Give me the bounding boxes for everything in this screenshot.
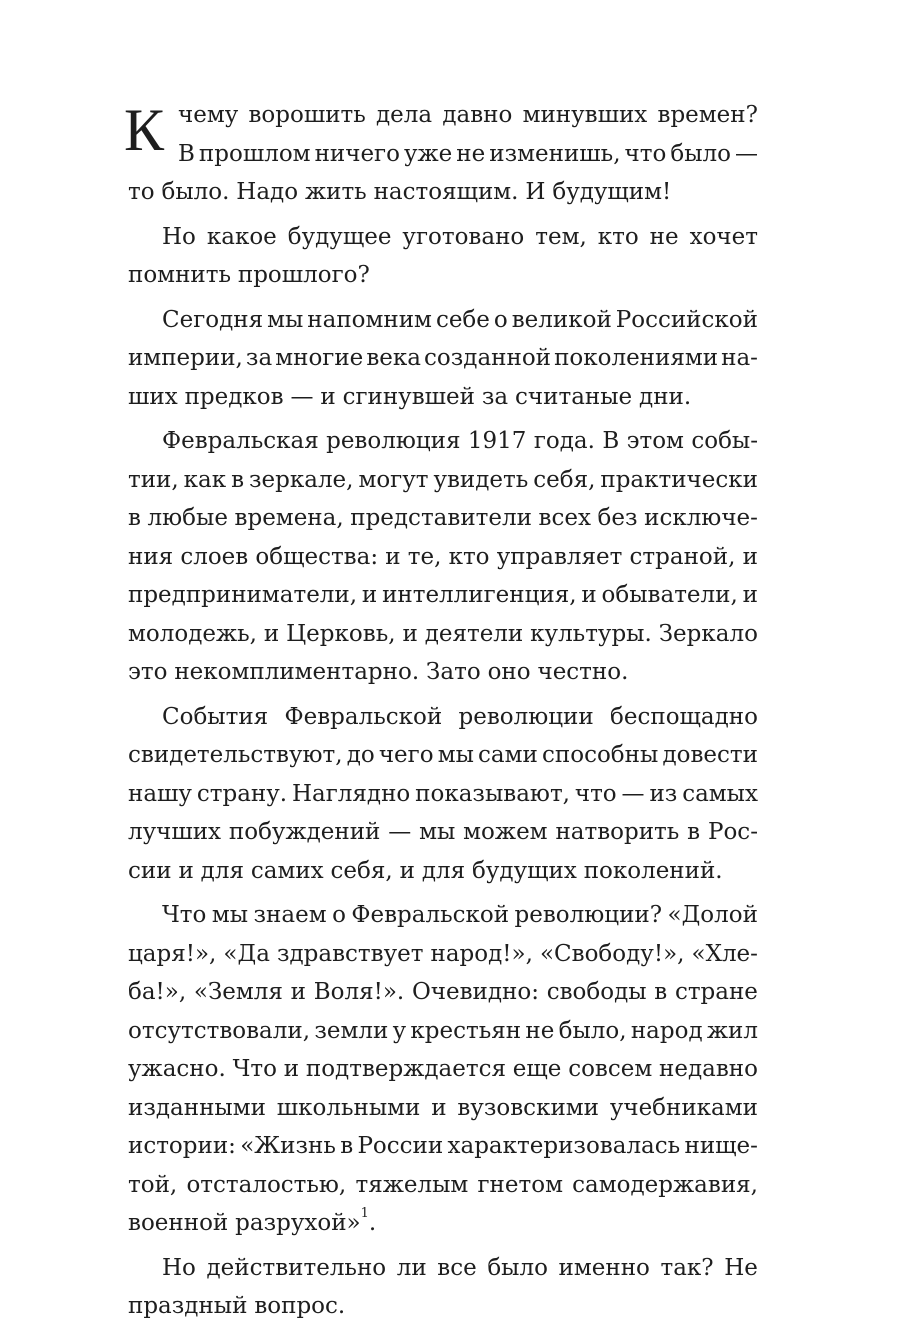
footnote-marker[interactable]: 1 — [360, 1206, 369, 1221]
paragraph — [128, 301, 758, 417]
text-line: в любые времена, представители всех без исключе- — [128, 505, 758, 531]
text-line: Что мы знаем о Февральской революции? «Долой — [162, 902, 758, 928]
paragraph — [124, 96, 758, 212]
text-line: военной разрухой»$^1$. — [128, 1206, 377, 1236]
paragraph — [128, 422, 758, 692]
text-line: отсутствовали, земли у крестьян не было, народ жил — [128, 1017, 758, 1044]
text-line: это некомплиментарно. Зато оно честно. — [128, 659, 629, 685]
text-line: праздный вопрос. — [128, 1293, 346, 1319]
text-line: царя!», «Да здравствует народ!», «Свободу!», «Хле- — [128, 940, 758, 967]
text-line: Но какое будущее уготовано тем, кто не хочет — [162, 223, 758, 250]
text-line: Февральская революция 1917 года. В этом собы- — [162, 428, 758, 454]
text-line: ших предков — и сгинувшей за считаные дни. — [128, 383, 692, 410]
text-line: помнить прошлого? — [128, 262, 370, 288]
text-line: лучших побуждений — мы можем натворить в Рос- — [128, 819, 758, 845]
paragraph — [128, 698, 758, 891]
paragraph — [128, 218, 758, 295]
text-line: сии и для самих себя, и для будущих поколений. — [128, 857, 723, 884]
text-line: Но действительно ли все было именно так? Не — [162, 1254, 758, 1281]
text-line: События Февральской революции беспощадно — [162, 703, 758, 730]
text-line: изданными школьными и вузовскими учебниками — [128, 1094, 758, 1121]
text-line: предприниматели, и интеллигенция, и обыватели, и — [128, 582, 758, 608]
text-line: то было. Надо жить настоящим. И будущим! — [128, 179, 672, 205]
text-line: Сегодня мы напомним себе о великой Российской — [162, 306, 758, 333]
text-line: молодежь, и Церковь, и деятели культуры. Зеркало — [128, 620, 758, 647]
text-line: той, отсталостью, тяжелым гнетом самодержавия, — [128, 1171, 758, 1198]
text-line: ба!», «Земля и Воля!». Очевидно: свободы в стране — [128, 979, 758, 1005]
book-page — [124, 96, 758, 1326]
paragraph — [128, 1249, 758, 1326]
text-line: ужасно. Что и подтверждается еще совсем недавно — [128, 1056, 758, 1082]
text-line: ния слоев общества: и те, кто управляет страной, и — [128, 543, 758, 570]
text-line: тии, как в зеркале, могут увидеть себя, практически — [128, 466, 758, 493]
paragraph — [128, 896, 758, 1243]
text-line: нашу страну. Наглядно показывают, что — из самых — [128, 780, 758, 807]
text-line: В прошлом ничего уже не изменишь, что было — — [178, 140, 758, 167]
text-line: свидетельствуют, до чего мы сами способны довести — [128, 742, 758, 768]
text-line: империи, за многие века созданной поколениями на- — [128, 345, 758, 371]
drop-cap: К — [124, 97, 165, 163]
text-line: истории: «Жизнь в России характеризовалась нище- — [128, 1133, 758, 1159]
text-line: чему ворошить дела давно минувших времен? — [178, 102, 758, 128]
